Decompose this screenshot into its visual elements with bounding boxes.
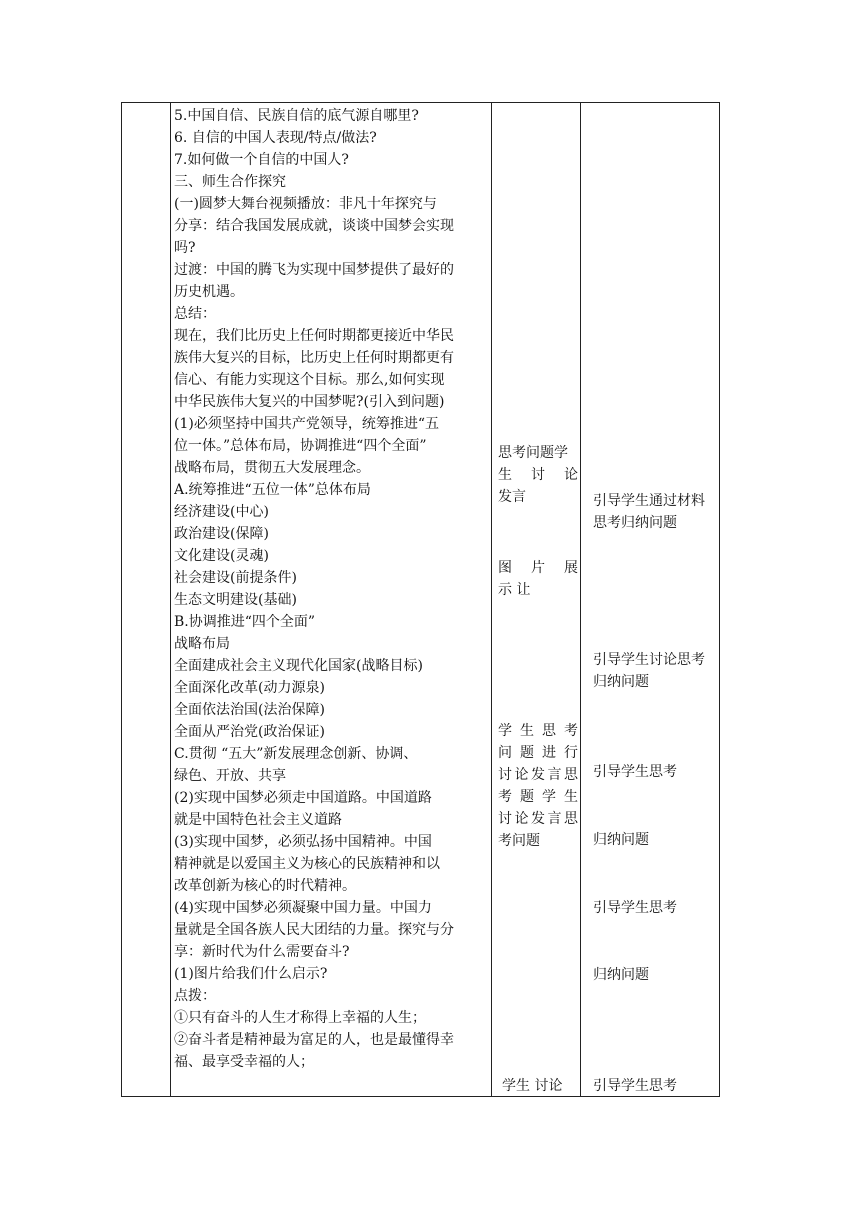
content-line: 战略布局	[174, 636, 230, 652]
content-line: (1)必须坚持中国共产党领导，统筹推进“五	[174, 416, 439, 432]
content-line: 三、师生合作探究	[174, 174, 286, 190]
content-line: 改革创新为核心的时代精神。	[174, 878, 356, 894]
aim-line: 引导学生思考	[593, 1078, 677, 1094]
aim-line: 引导学生思考	[593, 900, 677, 916]
activity-line: 讨论发言思	[498, 767, 578, 783]
aim-line: 归纳问题	[593, 674, 649, 690]
content-line: 中华民族伟大复兴的中国梦呢?(引入到问题)	[174, 394, 445, 410]
content-line: 绿色、开放、共享	[174, 768, 286, 784]
content-line: 位一体。”总体布局，协调推进“四个全面”	[174, 438, 427, 454]
content-line: 社会建设(前提条件)	[174, 570, 297, 586]
content-line: 现在，我们比历史上任何时期都更接近中华民	[174, 328, 454, 344]
aim-line: 引导学生思考	[593, 764, 677, 780]
content-line: 文化建设(灵魂)	[174, 548, 269, 564]
activity-line: 生 讨 论	[498, 467, 578, 483]
content-line: 全面深化改革(动力源泉)	[174, 680, 325, 696]
content-line: 6. 自信的中国人表现/特点/做法?	[174, 130, 377, 146]
content-line: 分享：结合我国发展成就，谈谈中国梦会实现	[174, 218, 454, 234]
content-line: B.协调推进“四个全面”	[174, 614, 316, 630]
activity-line: 图 片 展	[498, 560, 578, 576]
content-line: 就是中国特色社会主义道路	[174, 812, 342, 828]
design-intent-block	[593, 490, 719, 534]
content-line: A.统筹推进“五位一体”总体布局	[174, 482, 371, 498]
content-line: 全面依法治国(法治保障)	[174, 702, 325, 718]
student-activity-block	[498, 442, 578, 508]
design-intent-block	[593, 1075, 719, 1097]
content-line: 总结：	[174, 306, 216, 322]
activity-line: 学 生 思 考	[498, 723, 578, 739]
activity-line: 考 题 学 生	[498, 789, 578, 805]
content-line: (3)实现中国梦，必须弘扬中国精神。中国	[174, 834, 432, 850]
content-line: 吗?	[174, 240, 196, 256]
activity-line: 问 题 进 行	[498, 745, 578, 761]
activity-line: 思考问题学	[498, 445, 568, 461]
student-activity-block	[498, 557, 578, 601]
content-line: 精神就是以爱国主义为核心的民族精神和以	[174, 856, 440, 872]
content-line: 生态文明建设(基础)	[174, 592, 297, 608]
column-divider	[170, 103, 171, 1096]
column-divider	[580, 103, 581, 1096]
design-intent-block	[593, 829, 719, 851]
aim-line: 引导学生通过材料	[593, 493, 705, 509]
aim-line: 思考归纳问题	[593, 515, 677, 531]
activity-line: 示 让	[498, 582, 531, 598]
activity-line: 讨论发言思	[498, 811, 578, 827]
content-line: 历史机遇。	[174, 284, 244, 300]
content-line: (1)图片给我们什么启示?	[174, 966, 328, 982]
content-line: ②奋斗者是精神最为富足的人，也是最懂得幸	[174, 1032, 454, 1048]
activity-line: 发言	[498, 489, 526, 505]
content-line: 福、最享受幸福的人；	[174, 1054, 314, 1070]
content-line: 点拨：	[174, 988, 216, 1004]
content-line: 享：新时代为什么需要奋斗?	[174, 944, 350, 960]
design-intent-block	[593, 649, 719, 693]
content-line: 全面从严治党(政治保证)	[174, 724, 325, 740]
content-line: 战略布局，贯彻五大发展理念。	[174, 460, 370, 476]
design-intent-block	[593, 761, 719, 783]
content-line: 5.中国自信、民族自信的底气源自哪里?	[174, 108, 419, 124]
content-line: 过渡：中国的腾飞为实现中国梦提供了最好的	[174, 262, 454, 278]
lesson-table	[121, 102, 720, 1097]
content-line: (一)圆梦大舞台视频播放：非凡十年探究与	[174, 196, 437, 212]
content-line: (2)实现中国梦必须走中国道路。中国道路	[174, 790, 432, 806]
content-line: 经济建设(中心)	[174, 504, 269, 520]
content-line: 信心、有能力实现这个目标。那么,如何实现	[174, 372, 445, 388]
aim-line: 引导学生讨论思考	[593, 652, 705, 668]
activity-line: 学生 讨论	[502, 1078, 563, 1094]
content-line: 量就是全国各族人民大团结的力量。探究与分	[174, 922, 454, 938]
content-line: C.贯彻 “五大”新发展理念创新、协调、	[174, 746, 418, 762]
content-line: 7.如何做一个自信的中国人?	[174, 152, 349, 168]
design-intent-block	[593, 897, 719, 919]
column-divider	[491, 103, 492, 1096]
aim-line: 归纳问题	[593, 967, 649, 983]
content-line: 政治建设(保障)	[174, 526, 269, 542]
content-line: 全面建成社会主义现代化国家(战略目标)	[174, 658, 423, 674]
content-line: (4)实现中国梦必须凝聚中国力量。中国力	[174, 900, 432, 916]
teaching-content-column	[174, 105, 489, 1073]
student-activity-block	[498, 720, 578, 852]
student-activity-block	[502, 1075, 582, 1097]
design-intent-block	[593, 964, 719, 986]
content-line: ①只有奋斗的人生才称得上幸福的人生；	[174, 1010, 426, 1026]
content-line: 族伟大复兴的目标，比历史上任何时期都更有	[174, 350, 454, 366]
aim-line: 归纳问题	[593, 832, 649, 848]
activity-line: 考问题	[498, 833, 540, 849]
